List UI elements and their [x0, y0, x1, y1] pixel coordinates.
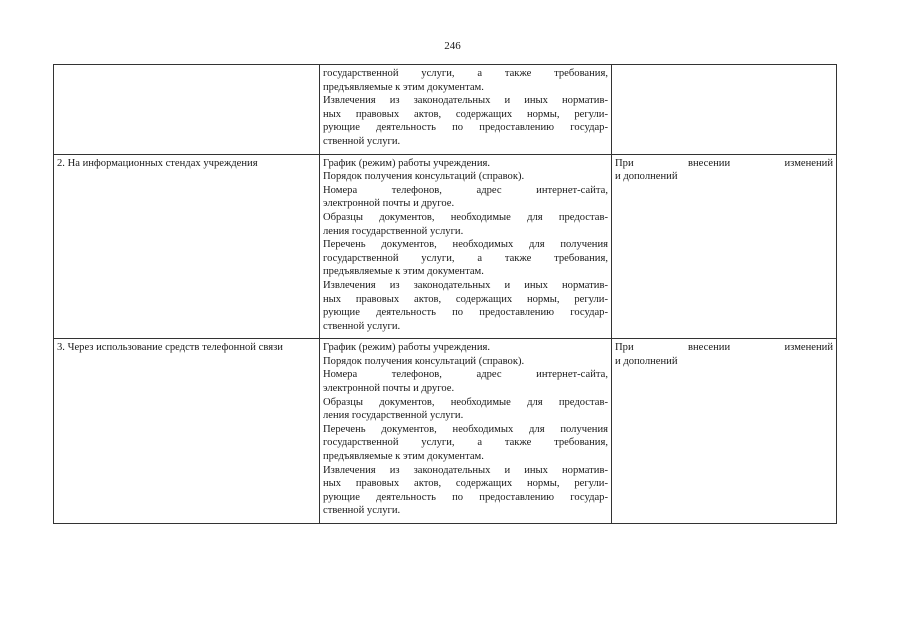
- text-line: Порядок получения консультаций (справок).: [323, 171, 525, 183]
- text-line: График (режим) работы учреждения.: [323, 157, 491, 169]
- text-line: Извлечения из законодательных и иных норматив-: [323, 464, 608, 476]
- text-line: ных правовых актов, содержащих нормы, регули-: [323, 478, 608, 490]
- text-line: Перечень документов, необходимых для получения: [323, 239, 608, 251]
- text-line: предъявляемые к этим документам.: [323, 451, 484, 463]
- text-line: График (режим) работы учреждения.: [323, 342, 491, 354]
- text-line: Образцы документов, необходимые для предостав-: [323, 396, 608, 408]
- table-row: [54, 154, 837, 339]
- text-line: рующие деятельность по предоставлению государ-: [323, 491, 608, 503]
- text-line: электронной почты и другое.: [323, 383, 455, 395]
- content-cell: [320, 154, 612, 339]
- frequency-cell: [612, 154, 837, 339]
- text-line: ления государственной услуги.: [323, 410, 464, 422]
- table-row: [54, 65, 837, 155]
- text-line: При внесении изменений: [615, 342, 833, 354]
- text-line: Порядок получения консультаций (справок).: [323, 355, 525, 367]
- text-line: и дополнений: [615, 355, 678, 367]
- text-line: Извлечения из законодательных и иных норматив-: [323, 95, 608, 107]
- text-line: ных правовых актов, содержащих нормы, регули-: [323, 108, 608, 120]
- text-line: ственной услуги.: [323, 505, 401, 517]
- text-line: При внесении изменений: [615, 157, 833, 169]
- text-line: предъявляемые к этим документам.: [323, 81, 484, 93]
- content-cell: [320, 339, 612, 524]
- text-line: и дополнений: [615, 171, 678, 183]
- text-line: Перечень документов, необходимых для получения: [323, 423, 608, 435]
- table-row: [54, 339, 837, 524]
- text-line: Извлечения из законодательных и иных норматив-: [323, 279, 608, 291]
- text-line: Номера телефонов, адрес интернет-сайта,: [323, 369, 608, 381]
- text-line: рующие деятельность по предоставлению государ-: [323, 307, 608, 319]
- content-cell: [320, 65, 612, 155]
- method-cell: 2. На информационных стендах учреждения: [54, 154, 320, 339]
- frequency-cell: [612, 339, 837, 524]
- text-line: государственной услуги, а также требования,: [323, 437, 608, 449]
- method-cell: 3. Через использование средств телефонной связи: [54, 339, 320, 524]
- text-line: ственной услуги.: [323, 135, 401, 147]
- text-line: ления государственной услуги.: [323, 225, 464, 237]
- text-line: рующие деятельность по предоставлению государ-: [323, 122, 608, 134]
- frequency-cell: [612, 65, 837, 155]
- information-table: [53, 64, 837, 524]
- page-number: 246: [444, 40, 461, 52]
- text-line: предъявляемые к этим документам.: [323, 266, 484, 278]
- text-line: государственной услуги, а также требования,: [323, 68, 608, 79]
- text-line: ственной услуги.: [323, 320, 401, 332]
- text-line: Образцы документов, необходимые для предостав-: [323, 211, 608, 223]
- text-line: государственной услуги, а также требования,: [323, 252, 608, 264]
- text-line: электронной почты и другое.: [323, 198, 455, 210]
- method-cell: [54, 65, 320, 155]
- text-line: ных правовых актов, содержащих нормы, регули-: [323, 293, 608, 305]
- text-line: Номера телефонов, адрес интернет-сайта,: [323, 184, 608, 196]
